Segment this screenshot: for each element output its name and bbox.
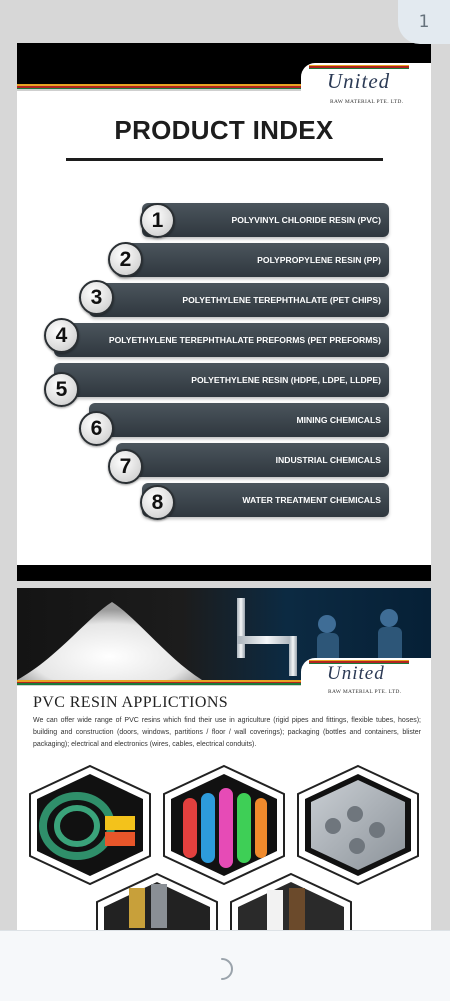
pvc-applications-text: We can offer wide range of PVC resins which find their use in agriculture (rigid pipes and fittings, flexible tubes, hoses); building and construction (doors, windows, partitions / floor / wall coverings); packaging (bottles and containers, blister packaging); electrical and electronics (wires, cables, electrical conduits). (33, 717, 421, 748)
doors-photo (231, 874, 351, 933)
index-item-8[interactable] (142, 483, 389, 517)
index-item-label: POLYPROPYLENE RESIN (PP) (257, 255, 381, 265)
product-index-list (17, 43, 431, 581)
index-item-label: MINING CHEMICALS (296, 415, 381, 425)
index-item-label: POLYETHYLENE TEREPHTHALATE PREFORMS (PET PREFORMS) (108, 335, 381, 345)
loading-spinner-icon (218, 957, 238, 981)
index-number-7: 7 (108, 449, 143, 484)
page-number-badge: 1 (398, 0, 450, 44)
index-item-label: WATER TREATMENT CHEMICALS (242, 495, 381, 505)
logo-subtitle: RAW MATERIAL PTE. LTD. (328, 689, 402, 695)
index-number-5: 5 (44, 372, 79, 407)
application-photos (17, 588, 431, 933)
index-item-6[interactable] (89, 403, 389, 437)
rigid-pipes-photo (298, 766, 418, 884)
footer-band (17, 565, 431, 581)
index-number-2: 2 (108, 242, 143, 277)
index-item-2[interactable] (116, 243, 389, 277)
index-item-label: POLYETHYLENE RESIN (HDPE, LDPE, LLDPE) (191, 375, 381, 385)
pvc-applications-heading: PVC RESIN APPLICTIONS (33, 694, 229, 711)
index-item-4[interactable] (54, 323, 389, 357)
index-number-8: 8 (140, 485, 175, 520)
logo-wordmark: United (327, 69, 391, 93)
logo-subtitle: RAW MATERIAL PTE. LTD. (330, 99, 404, 105)
index-item-7[interactable] (116, 443, 389, 477)
index-number-4: 4 (44, 318, 79, 353)
index-item-5[interactable] (54, 363, 389, 397)
index-item-3[interactable] (89, 283, 389, 317)
index-number-1: 1 (140, 203, 175, 238)
document-page-2 (17, 588, 431, 933)
index-item-1[interactable] (142, 203, 389, 237)
product-index-title: PRODUCT INDEX (114, 115, 334, 145)
index-item-label: POLYVINYL CHLORIDE RESIN (PVC) (231, 215, 381, 225)
index-number-6: 6 (79, 411, 114, 446)
hose-photo (30, 766, 150, 884)
loading-panel (0, 930, 450, 1001)
logo-wordmark: United (327, 663, 385, 684)
building-photo (97, 874, 217, 933)
index-item-label: INDUSTRIAL CHEMICALS (275, 455, 381, 465)
colored-tubes-photo (164, 766, 284, 884)
index-item-label: POLYETHYLENE TEREPHTHALATE (PET CHIPS) (182, 295, 381, 305)
index-number-3: 3 (79, 280, 114, 315)
document-page-1 (17, 43, 431, 581)
